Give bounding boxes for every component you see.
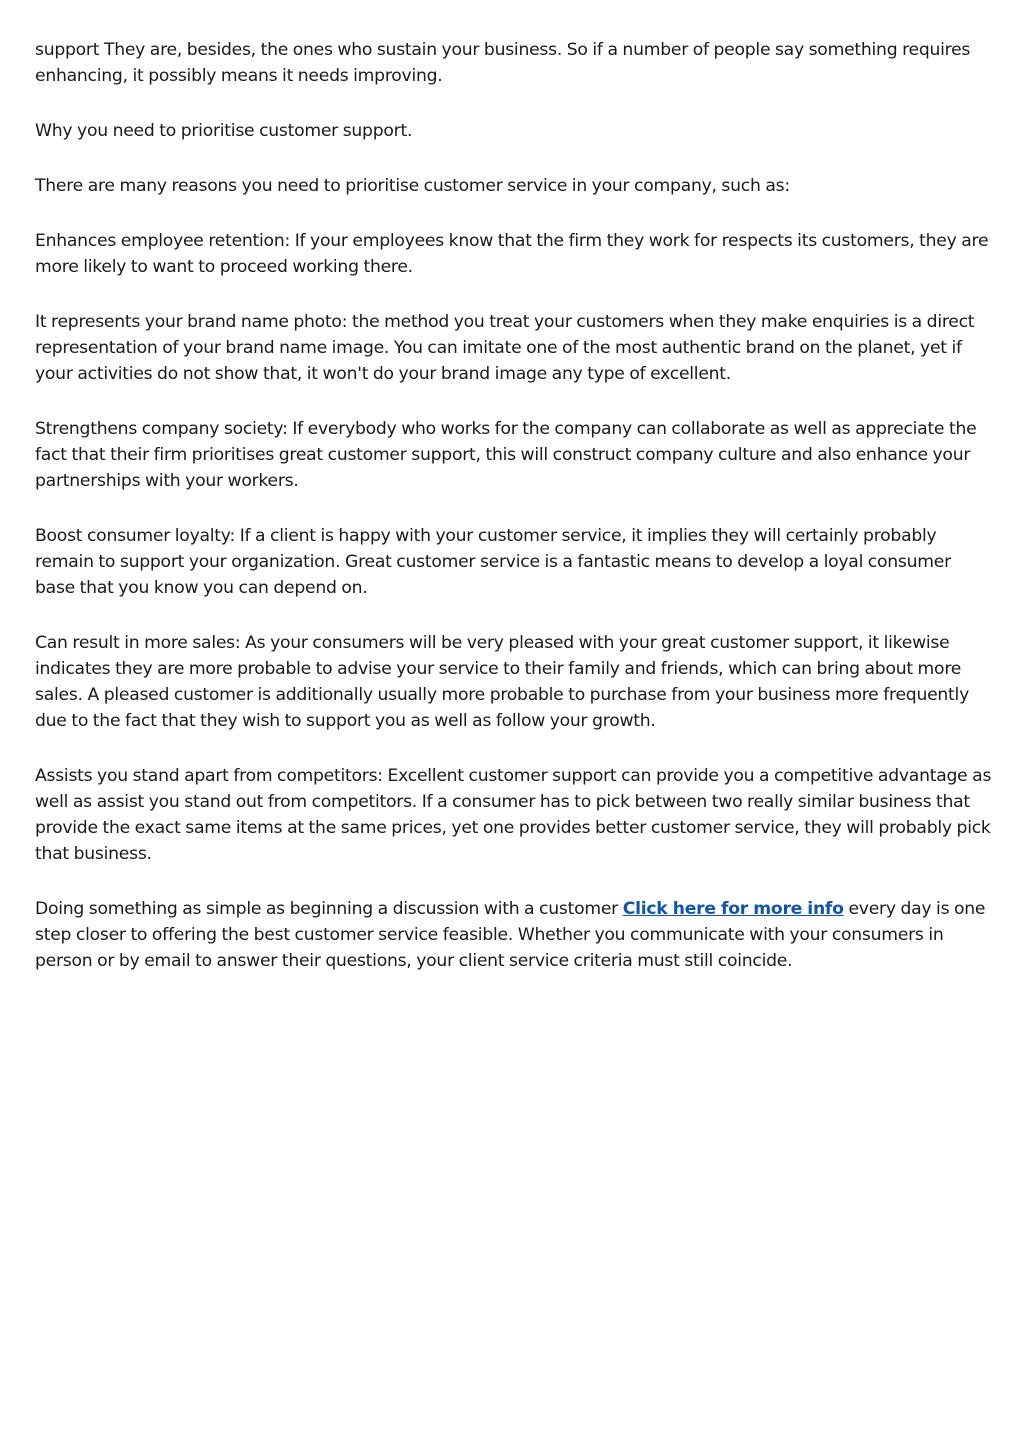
paragraph-reasons: There are many reasons you need to prioritise customer service in your company, such as: [35, 176, 790, 196]
paragraph-more-sales: Can result in more sales: As your consumers will be very pleased with your great customer support, it likewise indicates they are more probable to advise your service to their family and friends, which can bring about more sales. A pleased customer is additionally usually more probable to purchase from your business more frequently due to the fact that they wish to support you as well as follow your growth. [35, 633, 969, 731]
paragraph-consumer-loyalty: Boost consumer loyalty: If a client is happy with your customer service, it implies they will certainly probably remain to support your organization. Great customer service is a fantastic means to develop a loyal consumer base that you know you can depend on. [35, 526, 951, 598]
paragraph-why-prioritise: Why you need to prioritise customer support. [35, 121, 413, 141]
paragraph-employee-retention: Enhances employee retention: If your employees know that the firm they work for respects its customers, they are more likely to want to proceed working there. [35, 231, 989, 277]
document-body [35, 37, 995, 1003]
paragraph-competitors: Assists you stand apart from competitors: Excellent customer support can provide you a competitive advantage as well as assist you stand out from competitors. If a consumer has to pick between two really similar business that provide the exact same items at the same prices, yet one provides better customer service, they will probably pick that business. [35, 766, 992, 864]
paragraph-brand-image: It represents your brand name photo: the method you treat your customers when they make enquiries is a direct representation of your brand name image. You can imitate one of the most authentic brand on the planet, yet if your activities do not show that, it won't do your brand image any type of excellent. [35, 312, 975, 384]
closing-text-after: every day is one step closer to offering the best customer service feasible. Whether you communicate with your consumers in person or by email to answer their questions, your client service criteria must still coincide. [35, 899, 986, 971]
paragraph-company-society: Strengthens company society: If everybody who works for the company can collaborate as well as appreciate the fact that their firm prioritises great customer support, this will construct company culture and also enhance your partnerships with your workers. [35, 419, 977, 491]
more-info-link[interactable]: Click here for more info [622, 899, 844, 919]
paragraph-closing [35, 896, 995, 974]
closing-text-before: Doing something as simple as beginning a discussion with a customer [35, 899, 623, 919]
paragraph-intro: support They are, besides, the ones who sustain your business. So if a number of people say something requires enhancing, it possibly means it needs improving. [35, 40, 971, 86]
